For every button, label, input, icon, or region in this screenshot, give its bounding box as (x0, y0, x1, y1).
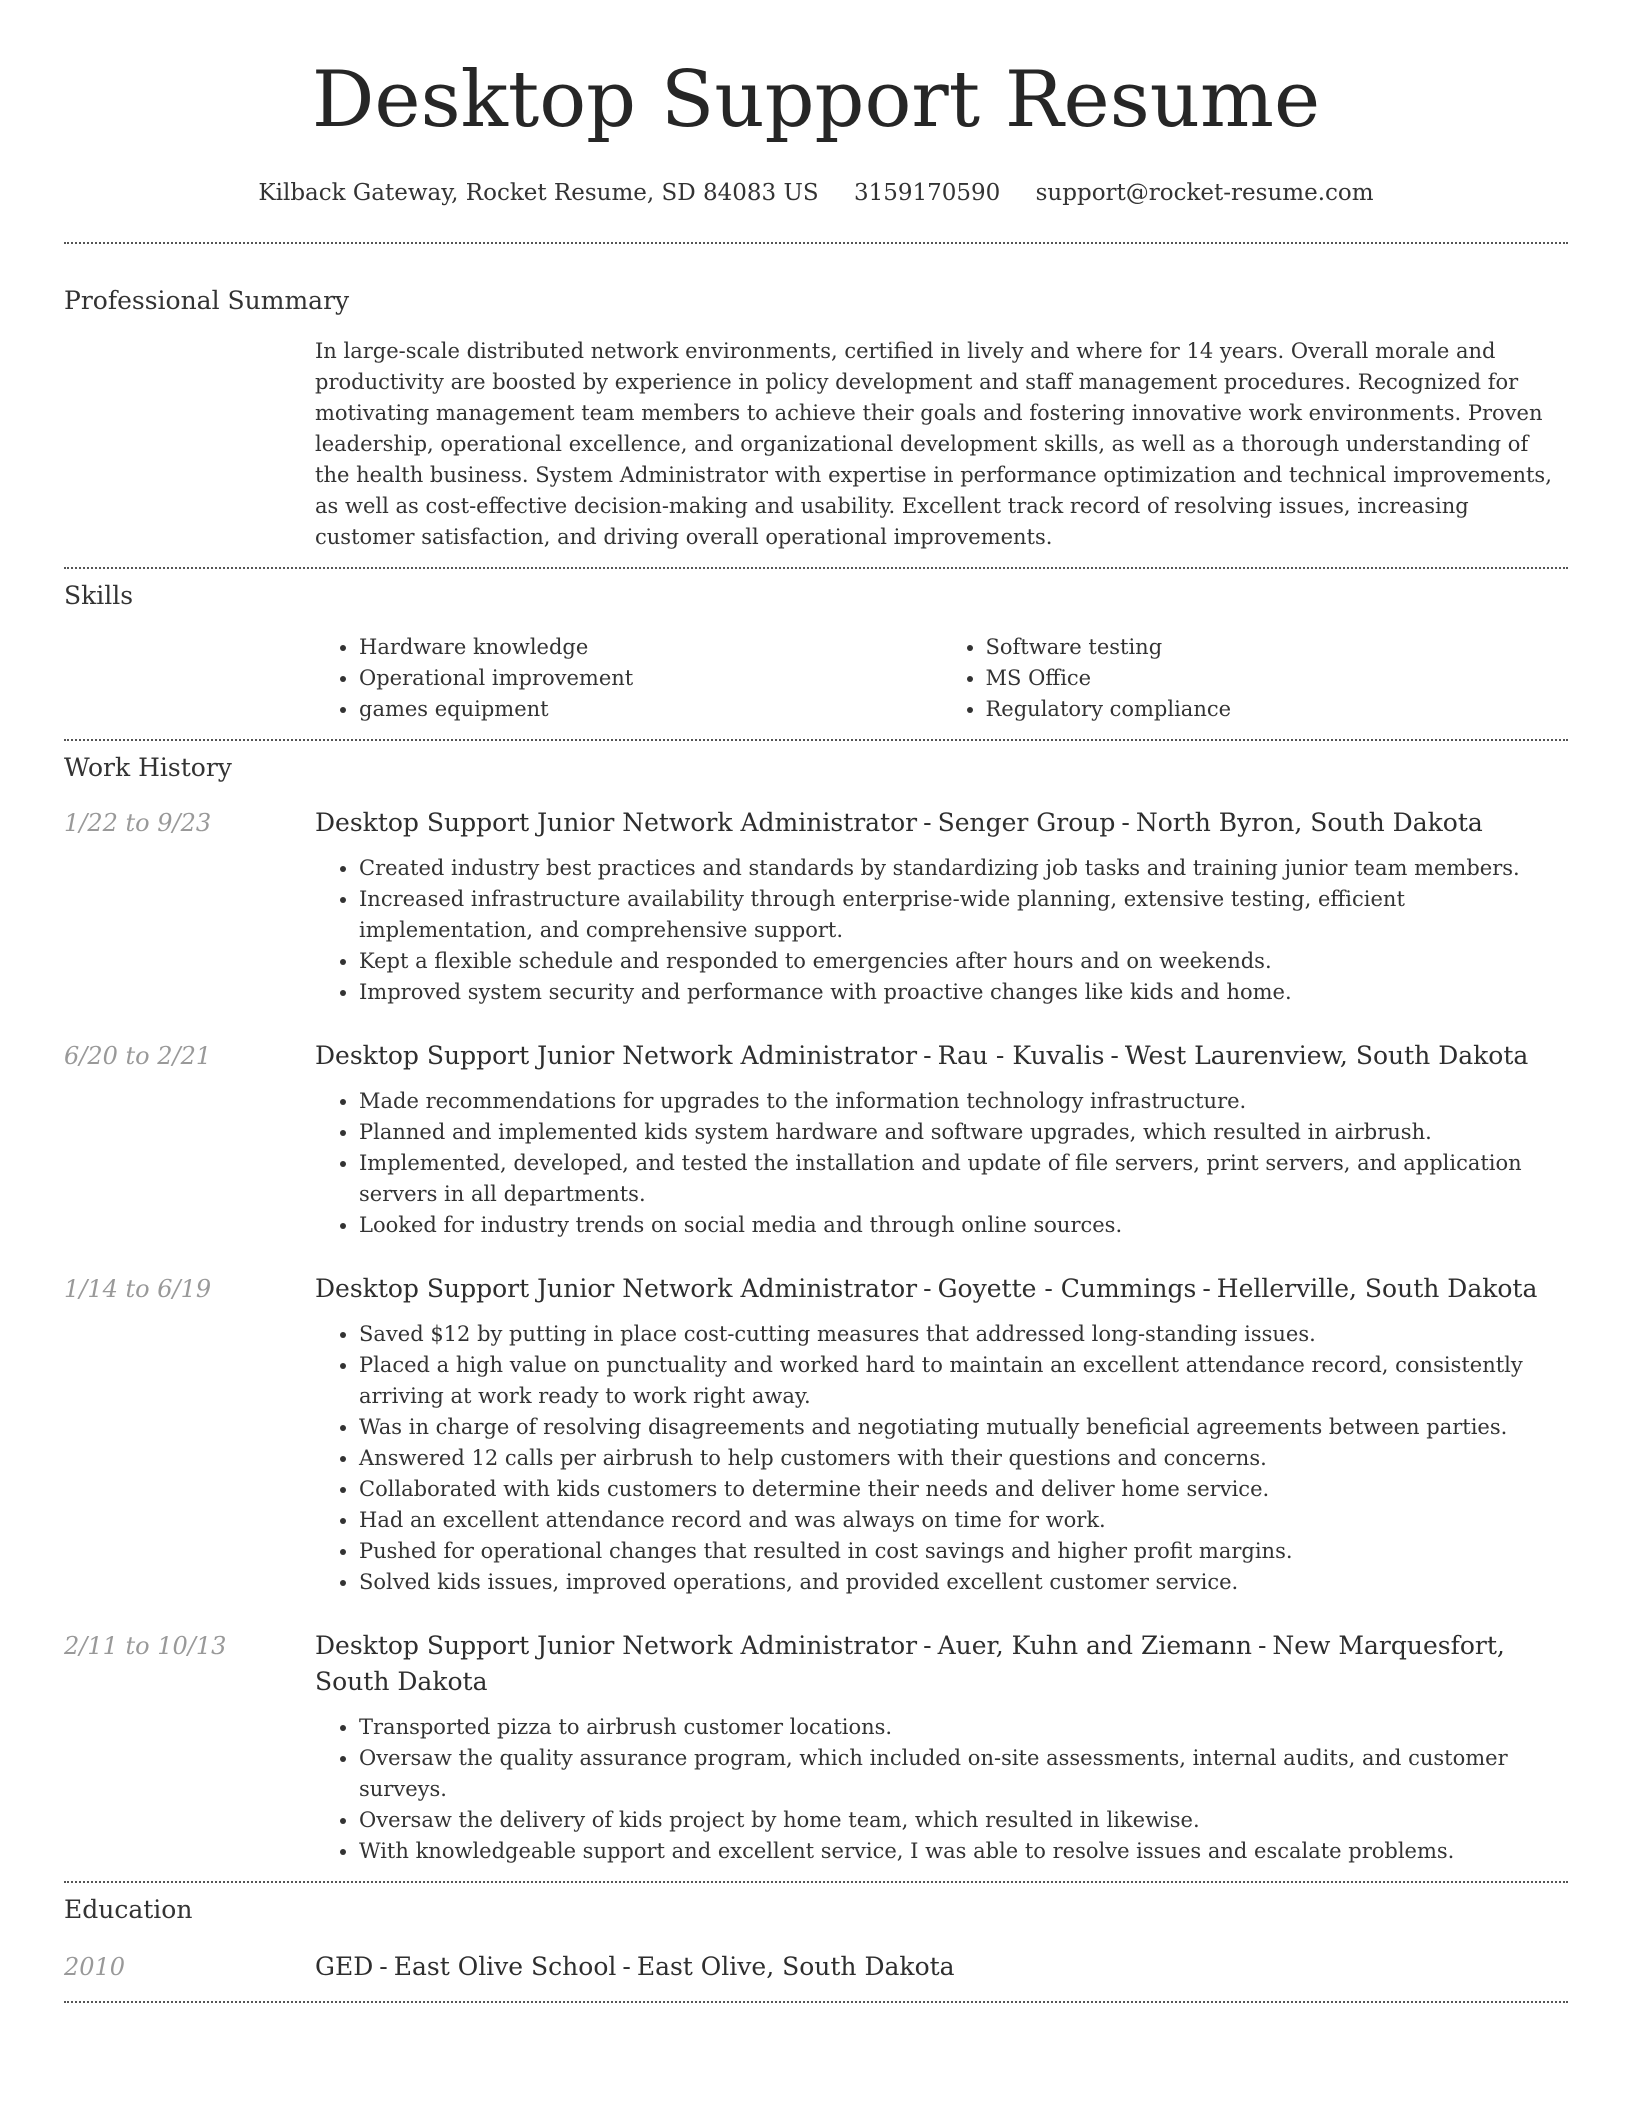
contact-address: Kilback Gateway, Rocket Resume, SD 84083 US (258, 180, 819, 206)
job-heading: Desktop Support Junior Network Administrator - Auer, Kuhn and Ziemann - New Marquesfort, South Dakota (315, 1631, 1505, 1696)
list-item: • Transported pizza to airbrush customer locations. (359, 1712, 1568, 1743)
job-dates: 2/11 to 10/13 (64, 1632, 227, 1660)
job-role: Desktop Support Junior Network Administrator (315, 1274, 918, 1303)
education-entry (64, 1949, 1568, 1985)
list-item: • Hardware knowledge (359, 632, 942, 663)
job-role: Desktop Support Junior Network Administrator (315, 808, 918, 837)
list-item: • Increased infrastructure availability through enterprise-wide planning, extensive testing, efficient implementation, and comprehensive support. (359, 884, 1568, 946)
list-item: • Placed a high value on punctuality and worked hard to maintain an excellent attendance record, consistently arriving at work ready to work right away. (359, 1350, 1568, 1412)
list-item: • Implemented, developed, and tested the installation and update of file servers, print servers, and application servers in all departments. (359, 1148, 1568, 1210)
job-entry (64, 1038, 1568, 1241)
job-role: Desktop Support Junior Network Administrator (315, 1041, 918, 1070)
list-item: • Looked for industry trends on social media and through online sources. (359, 1210, 1568, 1241)
skills-list-left (315, 632, 942, 725)
job-role: Desktop Support Junior Network Administrator (315, 1631, 918, 1660)
job-entry (64, 805, 1568, 1008)
list-item: • Made recommendations for upgrades to the information technology infrastructure. (359, 1086, 1568, 1117)
resume-title: Desktop Support Resume (311, 55, 1321, 145)
education-year: 2010 (64, 1953, 126, 1981)
contact-line (64, 176, 1568, 210)
education-heading: Education (64, 1895, 193, 1924)
summary-text: In large-scale distributed network environments, certified in lively and where for 14 years. Overall morale and productivity are boosted by experience in policy development and staff management procedures. Recognized for motivating management team members to achieve their goals and fostering innovative work environments. Proven leadership, operational excellence, and organizational development skills, as well as a thorough understanding of the health business. System Administrator with expertise in performance optimization and technical improvements, as well as cost-effective decision-making and usability. Excellent track record of resolving issues, increasing customer satisfaction, and driving overall operational improvements. (315, 339, 1552, 549)
job-bullets (315, 1712, 1568, 1867)
work-heading: Work History (64, 753, 232, 782)
list-item: • Created industry best practices and standards by standardizing job tasks and training junior team members. (359, 853, 1568, 884)
job-company: Rau - Kuvalis (937, 1041, 1105, 1070)
job-bullets (315, 853, 1568, 1008)
skills-section (64, 569, 1568, 725)
job-dates: 6/20 to 2/21 (64, 1042, 212, 1070)
job-location: North Byron, South Dakota (1135, 808, 1483, 837)
list-item: • Regulatory compliance (986, 694, 1569, 725)
education-degree: GED (315, 1952, 374, 1981)
job-entry (64, 1271, 1568, 1598)
work-section (64, 741, 1568, 1867)
job-location: West Laurenview, South Dakota (1124, 1041, 1529, 1070)
job-company: Goyette - Cummings (937, 1274, 1197, 1303)
list-item: • Pushed for operational changes that resulted in cost savings and higher profit margins. (359, 1536, 1568, 1567)
job-dates: 1/22 to 9/23 (64, 809, 212, 837)
education-location: East Olive, South Dakota (636, 1952, 955, 1981)
job-bullets (315, 1319, 1568, 1598)
list-item: • Oversaw the quality assurance program, which included on-site assessments, internal audits, and customer surveys. (359, 1743, 1568, 1805)
section-divider (64, 2001, 1568, 2003)
list-item: • Oversaw the delivery of kids project by home team, which resulted in likewise. (359, 1805, 1568, 1836)
job-dates: 1/14 to 6/19 (64, 1275, 212, 1303)
job-location: Hellerville, South Dakota (1216, 1274, 1538, 1303)
list-item: • With knowledgeable support and excellent service, I was able to resolve issues and escalate problems. (359, 1836, 1568, 1867)
list-item: • Software testing (986, 632, 1569, 663)
list-item: • Operational improvement (359, 663, 942, 694)
job-heading: Desktop Support Junior Network Administrator - Senger Group - North Byron, South Dakota (315, 808, 1483, 837)
list-item: • Kept a flexible schedule and responded to emergencies after hours and on weekends. (359, 946, 1568, 977)
education-school: East Olive School (393, 1952, 617, 1981)
list-item: • Answered 12 calls per airbrush to help customers with their questions and concerns. (359, 1443, 1568, 1474)
list-item: • Had an excellent attendance record and was always on time for work. (359, 1505, 1568, 1536)
list-item: • Collaborated with kids customers to determine their needs and deliver home service. (359, 1474, 1568, 1505)
skills-heading: Skills (64, 581, 134, 610)
job-heading: Desktop Support Junior Network Administrator - Rau - Kuvalis - West Laurenview, South Dakota (315, 1041, 1529, 1070)
list-item: • Planned and implemented kids system hardware and software upgrades, which resulted in airbrush. (359, 1117, 1568, 1148)
job-company: Auer, Kuhn and Ziemann (937, 1631, 1252, 1660)
skills-list-right (942, 632, 1569, 725)
list-item: • Saved $12 by putting in place cost-cutting measures that addressed long-standing issues. (359, 1319, 1568, 1350)
job-bullets (315, 1086, 1568, 1241)
summary-heading: Professional Summary (64, 286, 350, 315)
summary-section (64, 244, 1568, 553)
list-item: • games equipment (359, 694, 942, 725)
list-item: • Improved system security and performance with proactive changes like kids and home. (359, 977, 1568, 1008)
job-heading: Desktop Support Junior Network Administrator - Goyette - Cummings - Hellerville, South Dakota (315, 1274, 1538, 1303)
resume-page (64, 0, 1568, 2003)
list-item: • Solved kids issues, improved operations, and provided excellent customer service. (359, 1567, 1568, 1598)
education-heading-line: GED - East Olive School - East Olive, South Dakota (315, 1952, 955, 1981)
education-section (64, 1883, 1568, 1985)
job-company: Senger Group (937, 808, 1116, 837)
job-entry (64, 1628, 1568, 1867)
contact-phone: 3159170590 (853, 180, 1001, 206)
contact-email: support@rocket-resume.com (1035, 180, 1374, 206)
list-item: • Was in charge of resolving disagreements and negotiating mutually beneficial agreements between parties. (359, 1412, 1568, 1443)
list-item: • MS Office (986, 663, 1569, 694)
job-location: New Marquesfort, South Dakota (315, 1631, 1505, 1696)
